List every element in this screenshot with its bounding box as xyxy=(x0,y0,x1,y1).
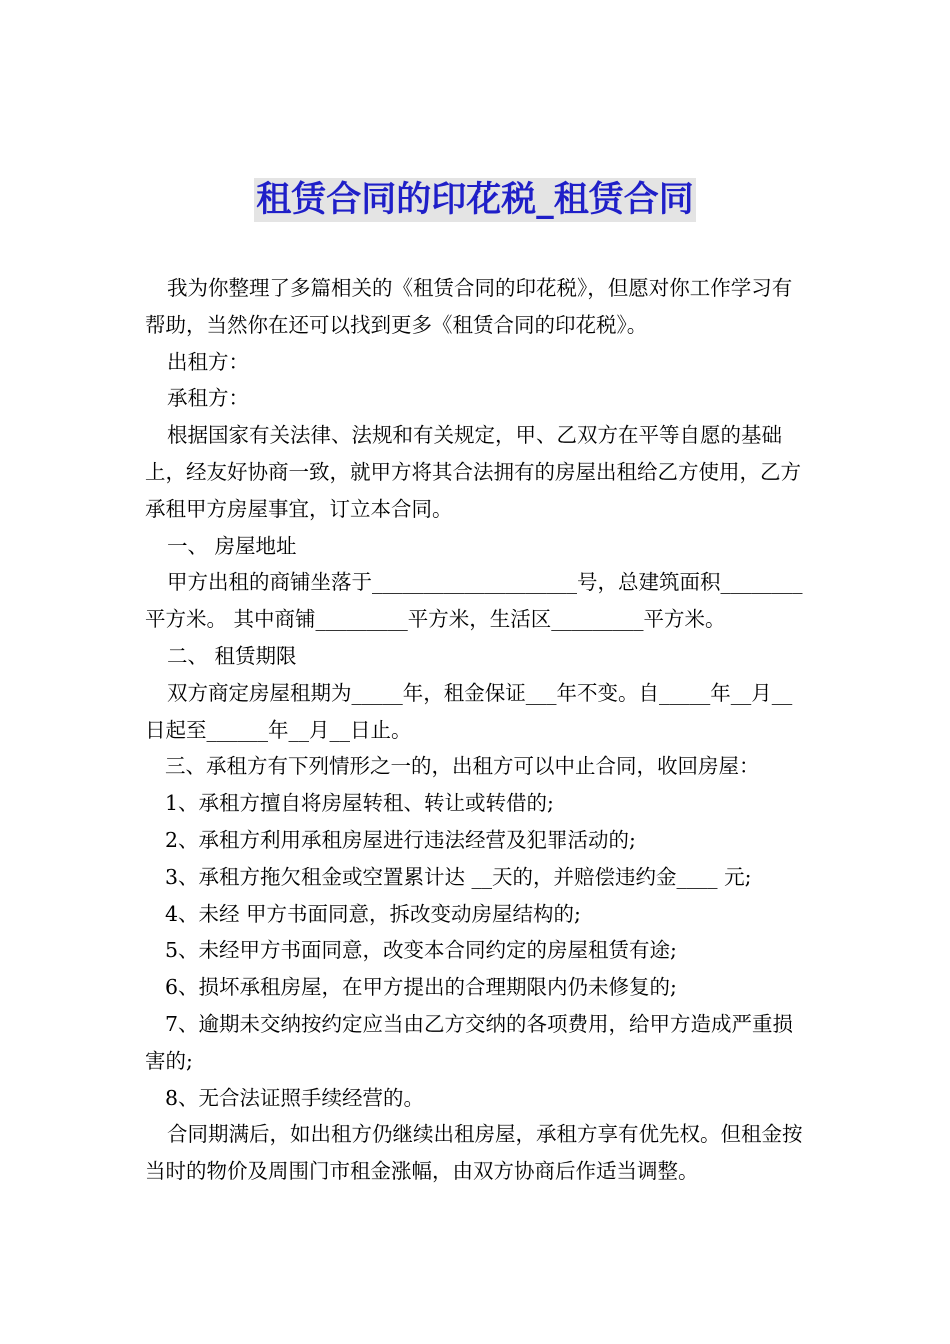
term-paragraph: 双方商定房屋租期为_____年，租金保证___年不变。自_____年__月__日起至______年__月__日止。 xyxy=(145,680,793,742)
document-title: 租赁合同的印花税_租赁合同 xyxy=(256,180,694,220)
lessee-line: 承租方： xyxy=(167,386,249,411)
list-item: 5、未经甲方书面同意，改变本合同约定的房屋租赁有途; xyxy=(165,938,677,963)
list-item: 8、无合法证照手续经营的。 xyxy=(165,1085,425,1110)
lessor-line: 出租方： xyxy=(167,349,249,374)
section-heading-term: 二、 租赁期限 xyxy=(167,643,297,668)
preamble-paragraph: 根据国家有关法律、法规和有关规定，甲、乙双方在平等自愿的基础上，经友好协商一致，就甲方将其合法拥有的房屋出租给乙方使用，乙方承租甲方房屋事宜，订立本合同。 xyxy=(145,423,801,521)
address-paragraph: 甲方出租的商铺坐落于____________________号，总建筑面积________ 平方米。 其中商铺_________平方米，生活区_________平方米。 xyxy=(145,570,803,632)
document-body xyxy=(145,270,810,1190)
section-heading-termination: 三、承租方有下列情形之一的，出租方可以中止合同，收回房屋： xyxy=(165,754,760,779)
list-item: 1、承租方擅自将房屋转租、转让或转借的; xyxy=(165,791,554,816)
title-container xyxy=(0,178,950,222)
intro-paragraph: 我为你整理了多篇相关的《租赁合同的印花税》，但愿对你工作学习有帮助，当然你在还可以找到更多《租赁合同的印花税》。 xyxy=(145,276,793,337)
list-item: 7、逾期未交纳按约定应当由乙方交纳的各项费用，给甲方造成严重损害的; xyxy=(145,1011,794,1073)
list-item: 6、损坏承租房屋，在甲方提出的合理期限内仍未修复的; xyxy=(165,975,677,1000)
renewal-paragraph: 合同期满后，如出租方仍继续出租房屋，承租方享有优先权。但租金按当时的物价及周围门市租金涨幅，由双方协商后作适当调整。 xyxy=(145,1122,803,1184)
list-item: 2、承租方利用承租房屋进行违法经营及犯罪活动的; xyxy=(165,827,636,852)
section-heading-address: 一、 房屋地址 xyxy=(167,533,297,558)
list-item: 3、承租方拖欠租金或空置累计达 __天的，并赔偿违约金____ 元; xyxy=(165,864,752,889)
list-item: 4、未经 甲方书面同意，拆改变动房屋结构的; xyxy=(165,901,581,926)
